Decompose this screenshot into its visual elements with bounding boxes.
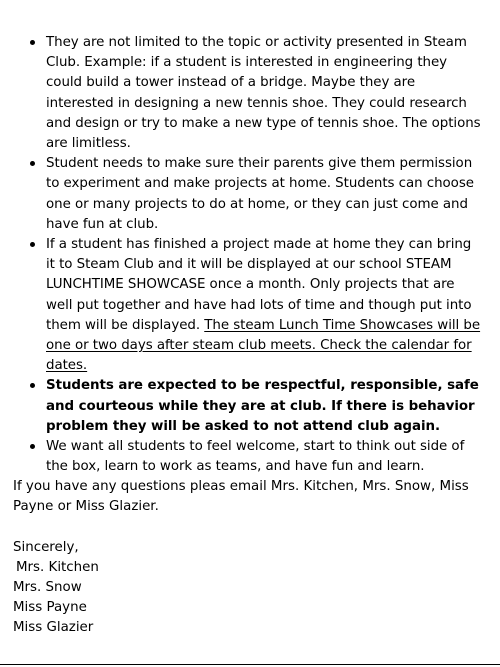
bullet-item-behavior	[0, 376, 484, 437]
signature-kitchen: Mrs. Kitchen	[16, 559, 99, 575]
signature-snow: Mrs. Snow	[13, 580, 82, 595]
bullet-item-topics	[0, 33, 484, 154]
signature-payne: Miss Payne	[13, 600, 87, 616]
page-bottom-rule	[0, 664, 500, 665]
signature-glazier: Miss Glazier	[13, 620, 94, 636]
bullet-text: If a student has finished a project made at home they can bring it to Steam Club and it will be displayed at our school STEAM LUNCHTIME SHOWCASE once a month. Only projects that are well put together and have had lots of time and though put into them will be displayed.	[46, 237, 472, 333]
showcase-schedule-note: The steam Lunch Time Showcases will be one or two days after steam club meets. Check the calendar for dates.	[46, 317, 481, 374]
bullet-text: Student needs to make sure their parents give them permission to experiment and make projects at home. Students can choose one or many projects to do at home, or they can just come and have fun at club.	[46, 156, 474, 232]
sign-off: Sincerely,	[13, 539, 79, 555]
bullet-dot-icon	[30, 242, 35, 247]
bullet-item-showcase	[0, 235, 484, 376]
bullet-text: We want all students to feel welcome, start to think out side of the box, learn to work as teams, and have fun and learn.	[46, 439, 465, 475]
bullet-list	[0, 33, 500, 477]
bullet-text: Students are expected to be respectful, responsible, safe and courteous while they are at club. If there is behavior problem they will be asked to not attend club again.	[46, 378, 479, 434]
bullet-dot-icon	[30, 383, 35, 388]
bullet-dot-icon	[30, 40, 35, 45]
spacer	[13, 517, 483, 537]
bullet-dot-icon	[30, 444, 35, 449]
bullet-item-permission	[0, 154, 484, 235]
questions-paragraph: If you have any questions pleas email Mrs. Kitchen, Mrs. Snow, Miss Payne or Miss Glazier.	[13, 479, 469, 515]
bullet-dot-icon	[30, 161, 35, 166]
bullet-item-welcome	[0, 437, 484, 477]
bullet-text: They are not limited to the topic or activity presented in Steam Club. Example: if a student is interested in engineering they could build a tower instead of a bridge. Maybe they are interested in designing a new tennis shoe. They could research and design or try to make a new type of tennis shoe. The options are limitless.	[46, 35, 481, 152]
closing-section	[13, 477, 483, 639]
